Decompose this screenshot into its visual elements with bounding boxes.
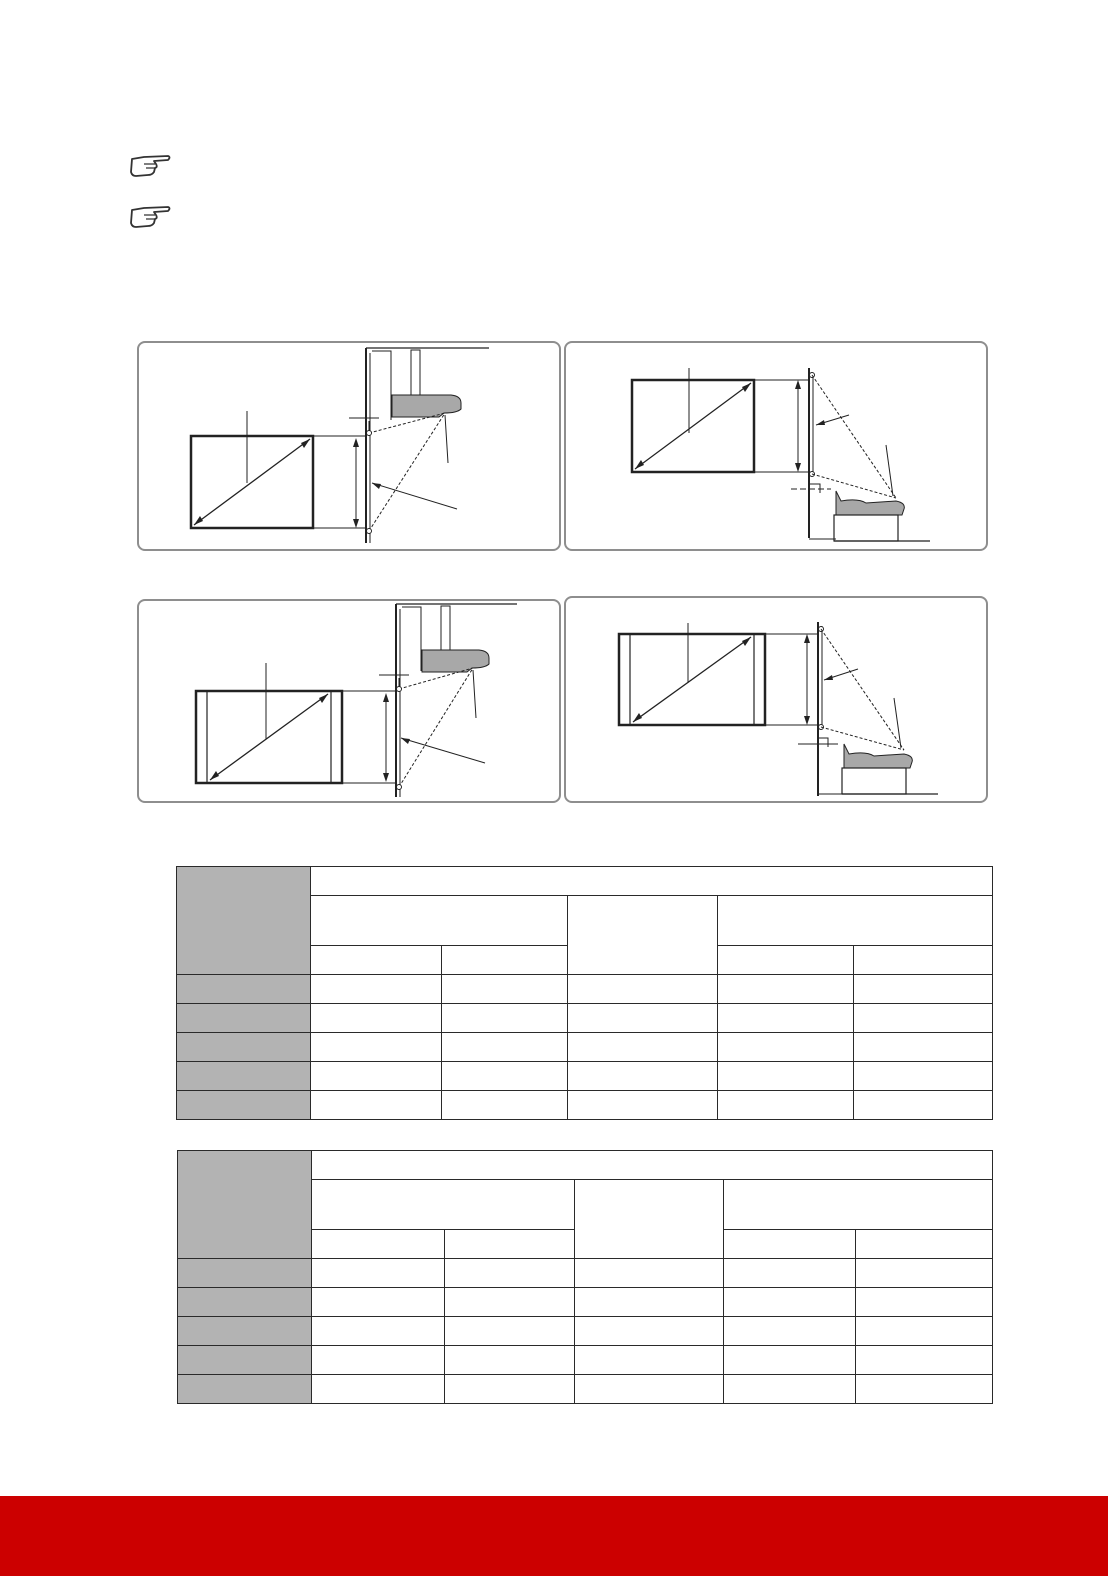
diagram-floor-mount-16x10 [564,341,988,551]
table-header-cell [311,946,442,975]
table-row [178,1317,993,1346]
pointing-hand-note-icon [128,203,172,231]
table-row [177,975,993,1004]
diagram-ceiling-mount-16x10 [137,341,561,551]
table-row [178,1259,993,1288]
table-row [177,1033,993,1062]
pointing-hand-note-icon [128,152,172,180]
table-row [178,1288,993,1317]
table-row [177,1091,993,1120]
table-header-cell [718,896,993,946]
table-header-cell [854,946,993,975]
table-header-cell [312,1151,993,1180]
table-header-cell [575,1180,724,1259]
diagram-floor-mount-4x3 [564,596,988,803]
table-row [177,1062,993,1091]
table-header-cell [178,1151,312,1259]
footer-bar [0,1496,1108,1576]
projection-table-1 [176,866,993,1120]
table-header-cell [568,896,718,975]
table-header-cell [177,867,311,975]
table-header-cell [724,1230,856,1259]
table-header-cell [718,946,854,975]
table-row [177,1004,993,1033]
table-header-cell [312,1180,575,1230]
table-header-cell [312,1230,445,1259]
table-header-cell [724,1180,993,1230]
table-row [178,1346,993,1375]
table-header-cell [445,1230,575,1259]
table-header-cell [856,1230,993,1259]
projection-table-2 [177,1150,993,1404]
table-header-cell [442,946,568,975]
table-header-cell [311,867,993,896]
table-header-cell [311,896,568,946]
diagram-ceiling-mount-4x3 [137,599,561,803]
table-row [178,1375,993,1404]
